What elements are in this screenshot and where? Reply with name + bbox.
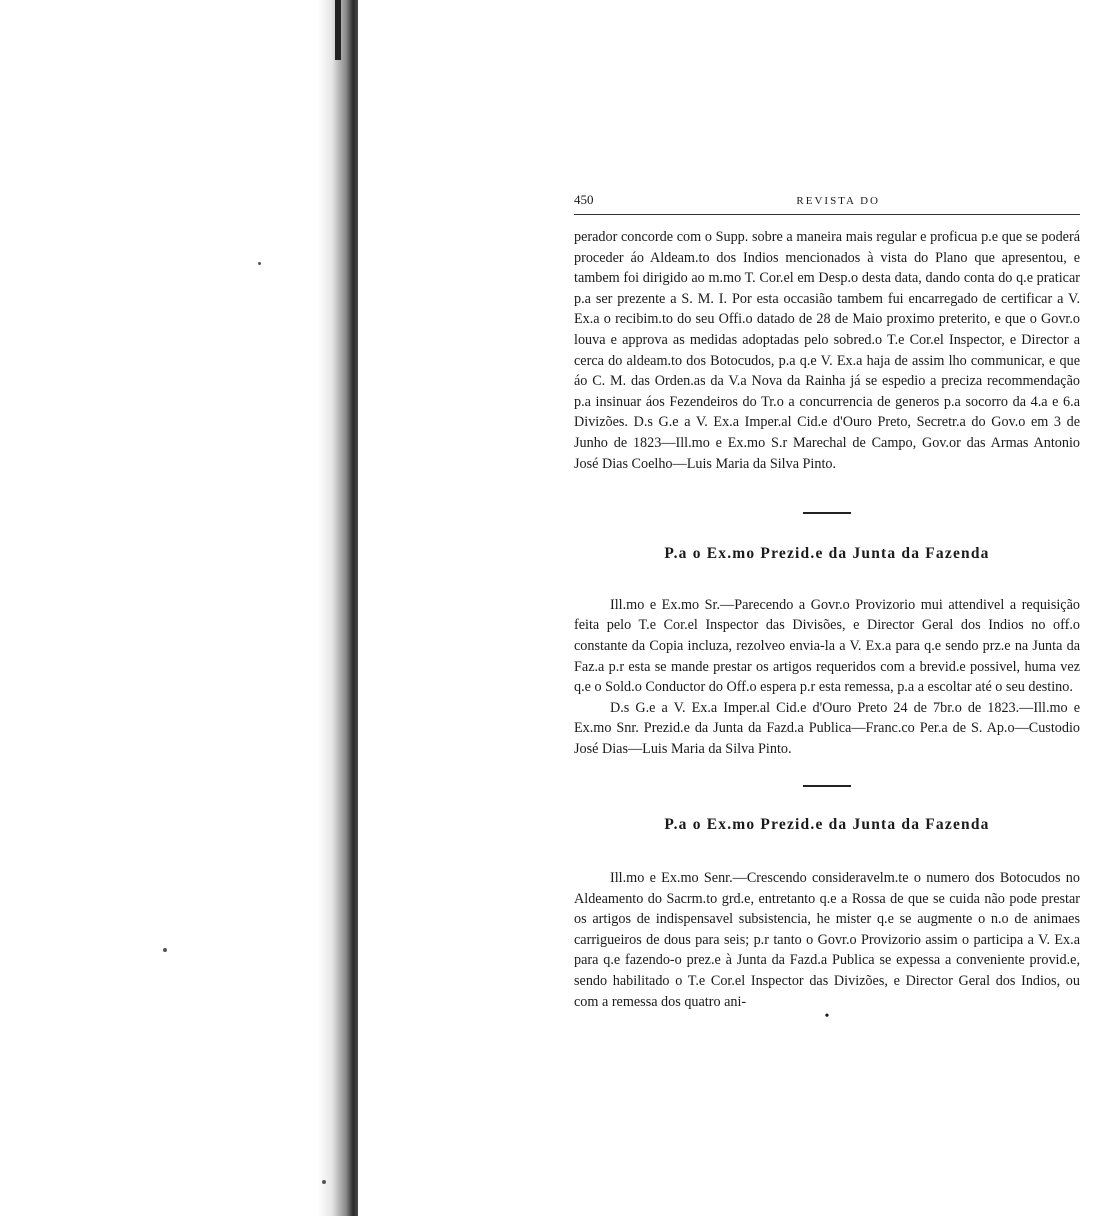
letter-continuation-paragraph: perador concorde com o Supp. sobre a maneira mais regular e proficua p.e que se poderá proceder áo Aldeam.to dos Indios mencionados à vista do Plano que apresentou, e tambem foi dirigido ao m.mo T. Cor.el em Desp.o desta data, dando conta do q.e praticar p.a ser prezente a S. M. I. Por esta occasião tambem fui encarregado de certificar a V. Ex.a o recibim.to do seu Offi.o datado de 28 de Maio proximo preterito, e que o Govr.o louva e approva as medidas adoptadas pelo sobred.o T.e Cor.el Inspector, e Director a cerca do aldeam.to dos Botocudos, p.a q.e V. Ex.a haja de assim lho communicar, e que áo C. M. das Orden.as da V.a Nova da Rainha já se espedio a preciza recommendação p.a insinuar áos Fezendeiros do Tr.o a concurrencia de generos p.a socorro da 4.a e 6.a Divizões. D.s G.e a V. Ex.a Imper.al Cid.e d'Ouro Preto, Secretr.a do Gov.o em 3 de Junho de 1823—Ill.mo e Ex.mo S.r Marechal de Campo, Gov.or das Armas Antonio José Dias Coelho—Luis Maria da Silva Pinto. bbox=[574, 229, 1080, 472]
page-number: 450 bbox=[574, 192, 594, 207]
book-page bbox=[574, 190, 1080, 1025]
spine-binding-mark bbox=[335, 0, 341, 60]
page-dot-mark: • bbox=[824, 1009, 830, 1025]
scan-speck bbox=[163, 948, 167, 952]
letter-closing-paragraph: D.s G.e a V. Ex.a Imper.al Cid.e d'Ouro Preto 24 de 7br.o de 1823.—Ill.mo e Ex.mo Snr. Prezid.e da Junta da Fazd.a Publica—Franc.co Per.a de S. Ap.o—Custodio José Dias—Luis Maria da Silva Pinto. bbox=[574, 699, 1080, 757]
book-spine-shadow bbox=[318, 0, 358, 1216]
scan-speck bbox=[258, 262, 261, 265]
page-header bbox=[574, 190, 1080, 215]
letter-body-paragraph: Ill.mo e Ex.mo Senr.—Crescendo consideravelm.te o numero dos Botocudos no Aldeamento do Sacrm.to grd.e, entretanto q.e a Rossa de que se cuida não pode prestar os artigos de indispensavel subsistencia, he mister q.e se augmente o n.o de animaes carrigueiros de dous para seis; p.r tanto o Govr.o Provizorio assim o participa a V. Ex.a para q.e fazendo-o prez.e à Junta da Fazd.a Publica se expessa a conveniente provid.e, sendo habilitado o T.e Cor.el Inspector das Divizões, e Director Geral dos Indios, ou com a remessa dos quatro ani- bbox=[574, 870, 1080, 1010]
letter-heading: P.a o Ex.mo Prezid.e da Junta da Fazenda bbox=[664, 545, 990, 563]
section-divider bbox=[803, 512, 851, 514]
section-divider bbox=[803, 785, 851, 787]
letter-heading: P.a o Ex.mo Prezid.e da Junta da Fazenda bbox=[664, 816, 990, 834]
running-title: REVISTA DO bbox=[796, 195, 880, 207]
scan-speck bbox=[322, 1180, 326, 1184]
letter-body-paragraph: Ill.mo e Ex.mo Sr.—Parecendo a Govr.o Provizorio mui attendivel a requisição feita pelo T.e Cor.el Inspector das Divisões, e Director Geral dos Indios no off.o constante da Copia incluza, rezolveo envia-la a V. Ex.a para q.e sendo prz.e na Junta da Faz.a p.r esta se mande prestar os artigos requeridos com a brevid.e possivel, huma vez q.e o Sold.o Conductor do Off.o espera p.r esta remessa, p.a a escoltar até o seu destino. bbox=[574, 596, 1080, 696]
